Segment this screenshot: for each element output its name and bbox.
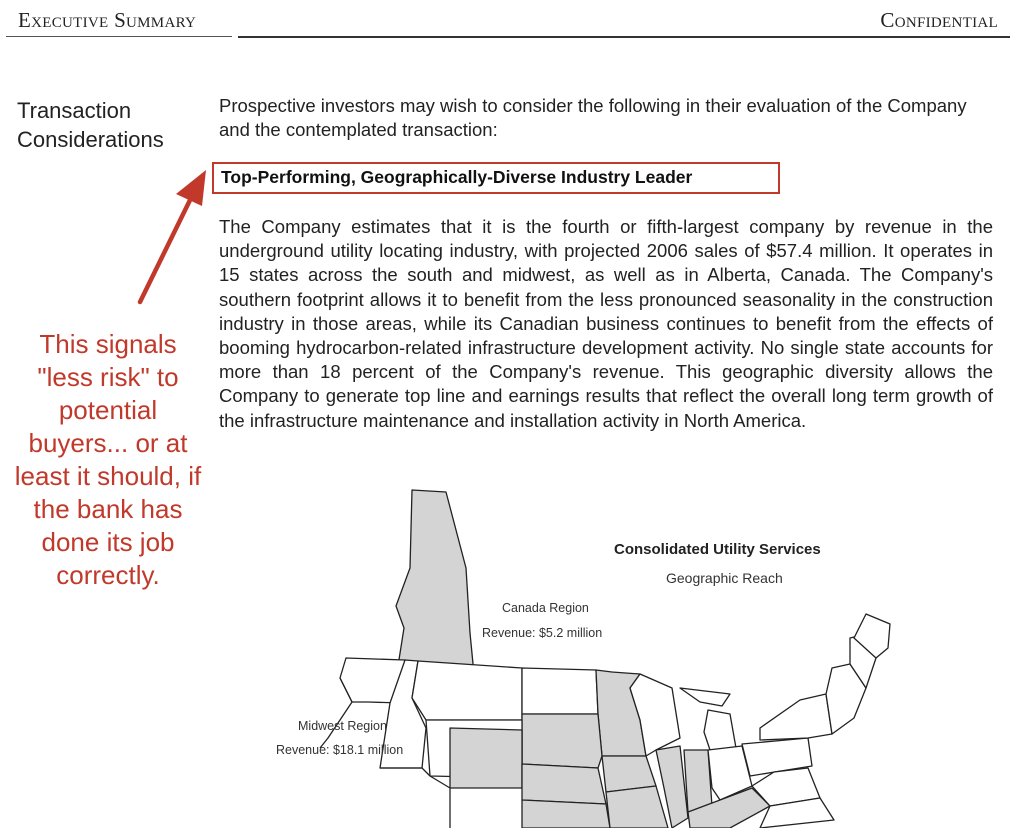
- side-title-line2: Considerations: [17, 127, 164, 152]
- section-heading: Top-Performing, Geographically-Diverse Industry Leader: [221, 167, 693, 187]
- side-section-title: [17, 96, 207, 154]
- map-title: Consolidated Utility Services: [614, 541, 821, 558]
- header-executive-summary: Executive Summary: [18, 8, 197, 32]
- intro-paragraph: Prospective investors may wish to consider the following in their evaluation of the Company and the contemplated transaction:: [219, 95, 967, 140]
- us-canada-map: [260, 488, 1024, 828]
- canada-region-label: Canada Region: [502, 601, 589, 615]
- annotation-callout: This signals "less risk" to potential buyers... or at least it should, if the bank has done its job correctly.: [14, 329, 202, 590]
- side-title-line1: Transaction: [17, 98, 132, 123]
- annotation-arrow-icon: [130, 170, 230, 310]
- header-rule-left: [6, 36, 232, 37]
- header-confidential: Confidential: [880, 8, 998, 32]
- midwest-region-revenue: Revenue: $18.1 million: [276, 743, 404, 757]
- map-subtitle: Geographic Reach: [666, 570, 783, 586]
- midwest-region-label: Midwest Region: [298, 719, 387, 733]
- header-rule: [238, 36, 1010, 38]
- canada-region-revenue: Revenue: $5.2 million: [482, 626, 603, 640]
- section-body: The Company estimates that it is the fourth or fifth-largest company by revenue in the underground utility locating industry, with projected 2006 sales of $57.4 million. It operates in 15 states across the south and midwest, as well as in Alberta, Canada. The Company's southern footprint allows it to benefit from the less pronounced seasonality in the construction industry in those areas, while its Canadian business continues to benefit from the effects of booming hydrocarbon-related infrastructure development activity. No single state accounts for more than 18 percent of the Company's revenue. This geographic diversity allows the Company to generate top line and earnings results that reflect the overall long term growth of the infrastructure maintenance and installation activity in North America.: [219, 216, 993, 431]
